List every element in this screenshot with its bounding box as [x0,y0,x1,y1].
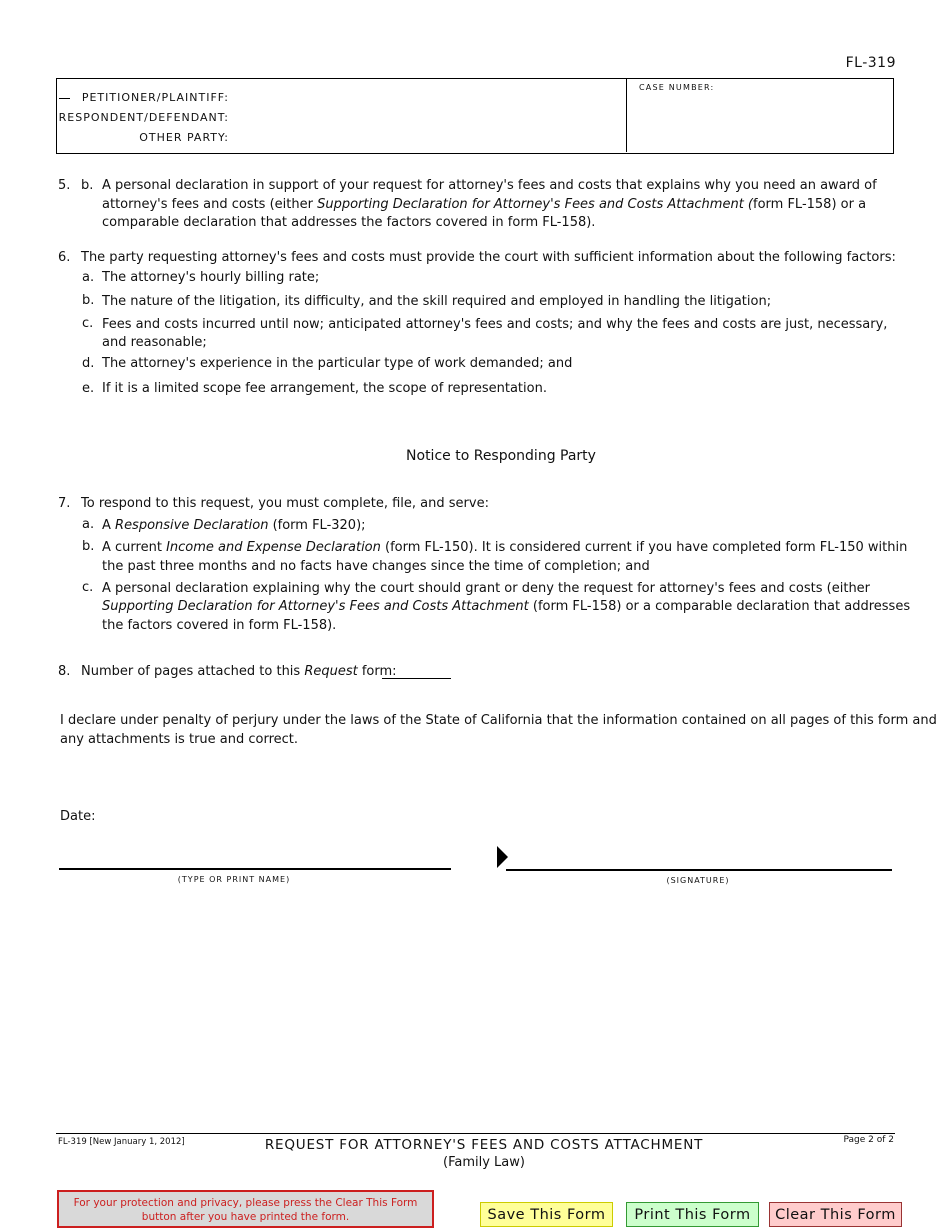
item-6b-letter: b. [82,293,95,308]
caption-divider [626,79,627,152]
case-number-label: CASE NUMBER: [639,83,715,92]
name-line[interactable] [59,868,451,870]
item-6-number: 6. [58,250,71,265]
item-7b-text-2: the past three months and no facts have changes since the time of completion; and [102,559,650,574]
form-number: FL-319 [845,55,896,71]
notice-heading: Notice to Responding Party [406,448,596,464]
page-number: Page 2 of 2 [843,1135,894,1145]
date-label: Date: [60,809,96,824]
item-6c-text-1: Fees and costs incurred until now; anticipated attorney's fees and costs; and why the fees and costs are just, necessary, [102,317,888,332]
privacy-notice-line-2: button after you have printed the form. [141,1211,350,1223]
item-7c-text-1: A personal declaration explaining why the court should grant or deny the request for attorney's fees and costs (either [102,581,871,596]
signature-line[interactable] [506,869,892,871]
item-8-number: 8. [58,664,71,679]
item-5-letter: b. [81,178,94,193]
item-5b-text-3: comparable declaration that addresses the factors covered in form FL-158). [102,215,596,230]
signature-arrow-icon [497,846,509,868]
item-6d-letter: d. [82,356,95,371]
item-7a-text: A Responsive Declaration (form FL-320); [102,518,366,533]
item-6b-text: The nature of the litigation, its difficulty, and the skill required and employed in handling the litigation; [102,294,772,309]
item-6a-letter: a. [82,270,95,285]
item-7a-letter: a. [82,517,95,532]
item-7c-letter: c. [82,580,94,595]
item-6d-text: The attorney's experience in the particular type of work demanded; and [102,356,573,371]
item-6c-letter: c. [82,316,94,331]
item-7-number: 7. [58,496,71,511]
item-8-text: Number of pages attached to this Request form: [81,664,397,679]
print-form-button[interactable]: Print This Form [626,1202,759,1227]
item-7c-text-3: the factors covered in form FL-158). [102,618,337,633]
save-form-button[interactable]: Save This Form [480,1202,613,1227]
item-6e-letter: e. [82,381,95,396]
pages-attached-field[interactable] [382,663,451,679]
caption-box [56,78,894,154]
declaration-line-1: I declare under penalty of perjury under the laws of the State of California that the information contained on all pages of this form and [60,713,937,728]
other-party-label: OTHER PARTY: [139,131,229,144]
item-6e-text: If it is a limited scope fee arrangement, the scope of representation. [102,381,547,396]
item-7c-text-2: Supporting Declaration for Attorney's Fees and Costs Attachment (form FL-158) or a comparable declaration that addresses [102,599,911,614]
item-5-number: 5. [58,178,71,193]
footer-subtitle: (Family Law) [443,1155,525,1170]
respondent-label: RESPONDENT/DEFENDANT: [58,111,229,124]
signature-caption: (SIGNATURE) [666,876,730,885]
item-5b-text-2: attorney's fees and costs (either Supporting Declaration for Attorney's Fees and Costs Attachment (form FL-158) or a [102,196,867,212]
item-6a-text: The attorney's hourly billing rate; [102,270,320,285]
petitioner-label: PETITIONER/PLAINTIFF: [81,91,229,104]
item-6-intro: The party requesting attorney's fees and costs must provide the court with sufficient information about the following factors: [81,250,896,265]
name-caption: (TYPE OR PRINT NAME) [177,875,291,884]
footer-form-info: FL-319 [New January 1, 2012] [58,1137,185,1147]
item-6c-text-2: and reasonable; [102,335,207,350]
clear-form-button[interactable]: Clear This Form [769,1202,902,1227]
footer-rule [56,1133,895,1134]
item-7b-text-1: A current Income and Expense Declaration (form FL-150). It is considered current if you have completed form FL-150 within [102,540,908,555]
declaration-line-2: any attachments is true and correct. [60,732,299,747]
item-7-intro: To respond to this request, you must complete, file, and serve: [81,496,489,511]
privacy-notice-line-1: For your protection and privacy, please press the Clear This Form [73,1197,418,1209]
item-5b-text-1: A personal declaration in support of your request for attorney's fees and costs that explains why you need an award of [102,178,877,193]
item-7b-letter: b. [82,539,95,554]
privacy-notice [57,1190,434,1228]
footer-title: REQUEST FOR ATTORNEY'S FEES AND COSTS ATTACHMENT [264,1137,704,1153]
